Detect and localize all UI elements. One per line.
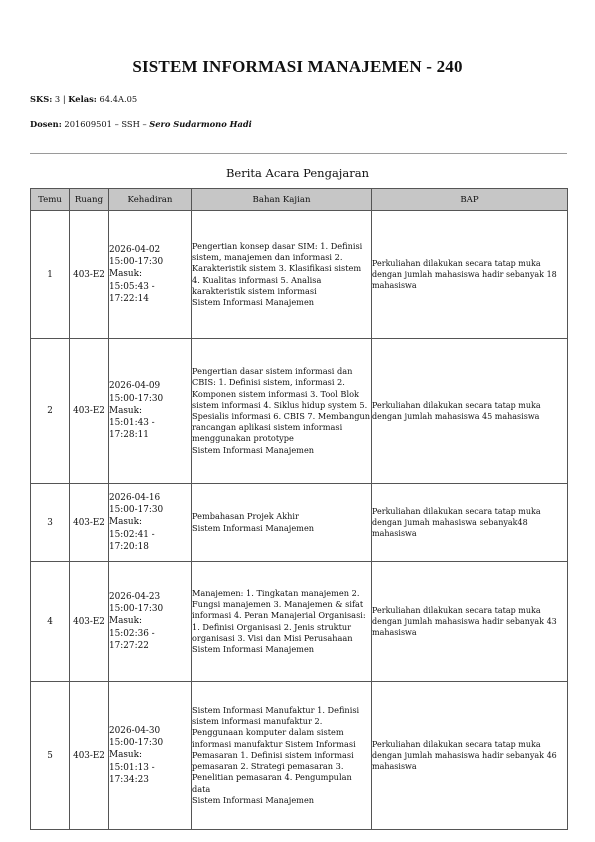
col-header-temu: Temu <box>31 189 70 211</box>
cell-kehadiran <box>109 339 192 484</box>
masuk-label: Masuk: <box>109 517 143 528</box>
cell-bap <box>372 484 568 562</box>
masuk-label: Masuk: <box>109 616 143 627</box>
table-header-row <box>31 189 568 211</box>
dosen-value: 201609501 – SSH – <box>64 119 150 129</box>
masuk-time: 15:02:41 - <box>109 529 155 540</box>
keluar-time: 17:22:14 <box>109 293 149 304</box>
topic-text: Sistem Informasi Manufaktur 1. Definisi sistem informasi manufaktur 2. Penggunaan komputer dalam sistem informasi manufaktur Sistem Informasi Pemasaran 1. Definisi sistem informasi pemasaran 2. Strategi pemasaran 3. Penelitian pemasaran 4. Pengumpulan data <box>192 705 360 794</box>
topic-text: Pembahasan Projek Akhir <box>192 511 299 522</box>
ruang-value: 403-E2 <box>73 269 105 280</box>
kelas-value: 64.4A.05 <box>99 94 138 104</box>
session-date: 2026-04-09 <box>109 381 161 392</box>
cell-bap <box>372 211 568 339</box>
masuk-label: Masuk: <box>109 269 143 280</box>
keluar-time: 17:34:23 <box>109 774 149 785</box>
temu-value: 4 <box>47 616 53 627</box>
dosen-label: Dosen: <box>30 119 62 129</box>
temu-value: 2 <box>47 406 53 416</box>
course-title: SISTEM INFORMASI MANAJEMEN - 240 <box>132 57 463 76</box>
masuk-label: Masuk: <box>109 750 143 761</box>
keluar-time: 17:28:11 <box>109 430 149 441</box>
masuk-time: 15:01:13 - <box>109 762 155 773</box>
dosen-name: Sero Sudarmono Hadi <box>149 119 252 129</box>
session-time: 15:00-17:30 <box>109 393 164 404</box>
ruang-value: 403-E2 <box>73 517 105 528</box>
masuk-label: Masuk: <box>109 405 143 416</box>
col-header-kehadiran: Kehadiran <box>109 189 192 211</box>
session-date: 2026-04-02 <box>109 244 161 255</box>
topic-text: Pengertian dasar sistem informasi dan CBIS: 1. Definisi sistem, informasi 2. Komponen sistem informasi 3. Tool Blok sistem informasi 4. Siklus hidup system 5. Spesialis informasi 6. CBIS 7. Membangun rancangan aplikasi sistem informasi menggunakan prototype <box>192 366 371 444</box>
bap-text: Perkuliahan dilakukan secara tatap muka dengan jumlah mahasiswa 45 mahasiswa <box>372 400 541 421</box>
keluar-time: 17:27:22 <box>109 640 149 651</box>
cell-temu <box>31 339 70 484</box>
course-name: Sistem Informasi Manajemen <box>192 522 315 533</box>
topic-text: Manajemen: 1. Tingkatan manajemen 2. Fungsi manajemen 3. Manajemen & sifat informasi 4. Peran Manajerial Organisasi: 1. Definisi Organisasi 2. Jenis struktur organisasi 3. Visi dan Misi Perusahaan <box>192 587 366 643</box>
bap-text: Perkuliahan dilakukan secara tatap muka dengan jumlah mahasiswa hadir sebanyak 18 mahasiswa <box>372 258 557 291</box>
cell-bahan-kajian <box>192 339 372 484</box>
cell-ruang <box>70 211 109 339</box>
table-row <box>31 484 568 562</box>
cell-ruang <box>70 682 109 830</box>
session-date: 2026-04-30 <box>109 725 161 736</box>
cell-bahan-kajian <box>192 484 372 562</box>
teaching-log-table <box>30 188 568 830</box>
cell-temu <box>31 562 70 682</box>
session-time: 15:00-17:30 <box>109 257 164 268</box>
masuk-time: 15:01:43 - <box>109 418 155 429</box>
table-row <box>31 682 568 830</box>
course-name: Sistem Informasi Manajemen <box>192 444 315 455</box>
table-row <box>31 562 568 682</box>
sks-label: SKS: <box>30 94 53 104</box>
cell-temu <box>31 682 70 830</box>
cell-temu <box>31 484 70 562</box>
course-meta: SKS: 3 | Kelas: 64.4A.05 <box>30 94 138 104</box>
topic-text: Pengertian konsep dasar SIM: 1. Definisi sistem, manajemen dan informasi 2. Karakteristik sistem 3. Klasifikasi sistem 4. Kualitas informasi 5. Analisa karakteristik sistem informasi <box>192 240 363 296</box>
cell-kehadiran <box>109 562 192 682</box>
cell-kehadiran <box>109 682 192 830</box>
bap-text: Perkuliahan dilakukan secara tatap muka dengan jumlah mahasiswa hadir sebanyak 46 mahasiswa <box>372 739 557 772</box>
bap-text: Perkuliahan dilakukan secara tatap muka dengan jumah mahasiswa sebanyak48 mahasiswa <box>372 506 541 539</box>
col-header-bahan-kajian: Bahan Kajian <box>192 189 372 211</box>
sks-value: 3 <box>54 94 61 104</box>
masuk-time: 15:02:36 - <box>109 628 155 639</box>
cell-kehadiran <box>109 484 192 562</box>
header-divider <box>30 153 567 154</box>
session-date: 2026-04-23 <box>109 591 161 602</box>
cell-ruang <box>70 562 109 682</box>
cell-ruang <box>70 339 109 484</box>
cell-bahan-kajian <box>192 211 372 339</box>
session-time: 15:00-17:30 <box>109 604 164 615</box>
cell-bap <box>372 682 568 830</box>
table-row <box>31 211 568 339</box>
session-time: 15:00-17:30 <box>109 738 164 749</box>
bap-text: Perkuliahan dilakukan secara tatap muka dengan jumlah mahasiswa hadir sebanyak 43 mahasiswa <box>372 605 557 638</box>
cell-kehadiran <box>109 211 192 339</box>
section-title: Berita Acara Pengajaran <box>225 166 369 180</box>
temu-value: 5 <box>47 750 53 761</box>
cell-temu <box>31 211 70 339</box>
temu-value: 3 <box>47 517 53 528</box>
course-name: Sistem Informasi Manajemen <box>192 296 315 307</box>
ruang-value: 403-E2 <box>73 616 105 627</box>
cell-bahan-kajian <box>192 562 372 682</box>
cell-bap <box>372 562 568 682</box>
col-header-ruang: Ruang <box>70 189 109 211</box>
masuk-time: 15:05:43 - <box>109 281 155 292</box>
ruang-value: 403-E2 <box>73 750 105 761</box>
cell-ruang <box>70 484 109 562</box>
cell-bap <box>372 339 568 484</box>
lecturer-meta <box>30 119 252 129</box>
session-date: 2026-04-16 <box>109 492 161 503</box>
course-name: Sistem Informasi Manajemen <box>192 794 315 805</box>
temu-value: 1 <box>47 269 53 280</box>
course-name: Sistem Informasi Manajemen <box>192 643 315 654</box>
ruang-value: 403-E2 <box>73 406 105 416</box>
kelas-label: Kelas: <box>68 94 97 104</box>
table-row <box>31 339 568 484</box>
session-time: 15:00-17:30 <box>109 505 164 516</box>
cell-bahan-kajian <box>192 682 372 830</box>
keluar-time: 17:20:18 <box>109 541 149 552</box>
col-header-bap: BAP <box>372 189 568 211</box>
